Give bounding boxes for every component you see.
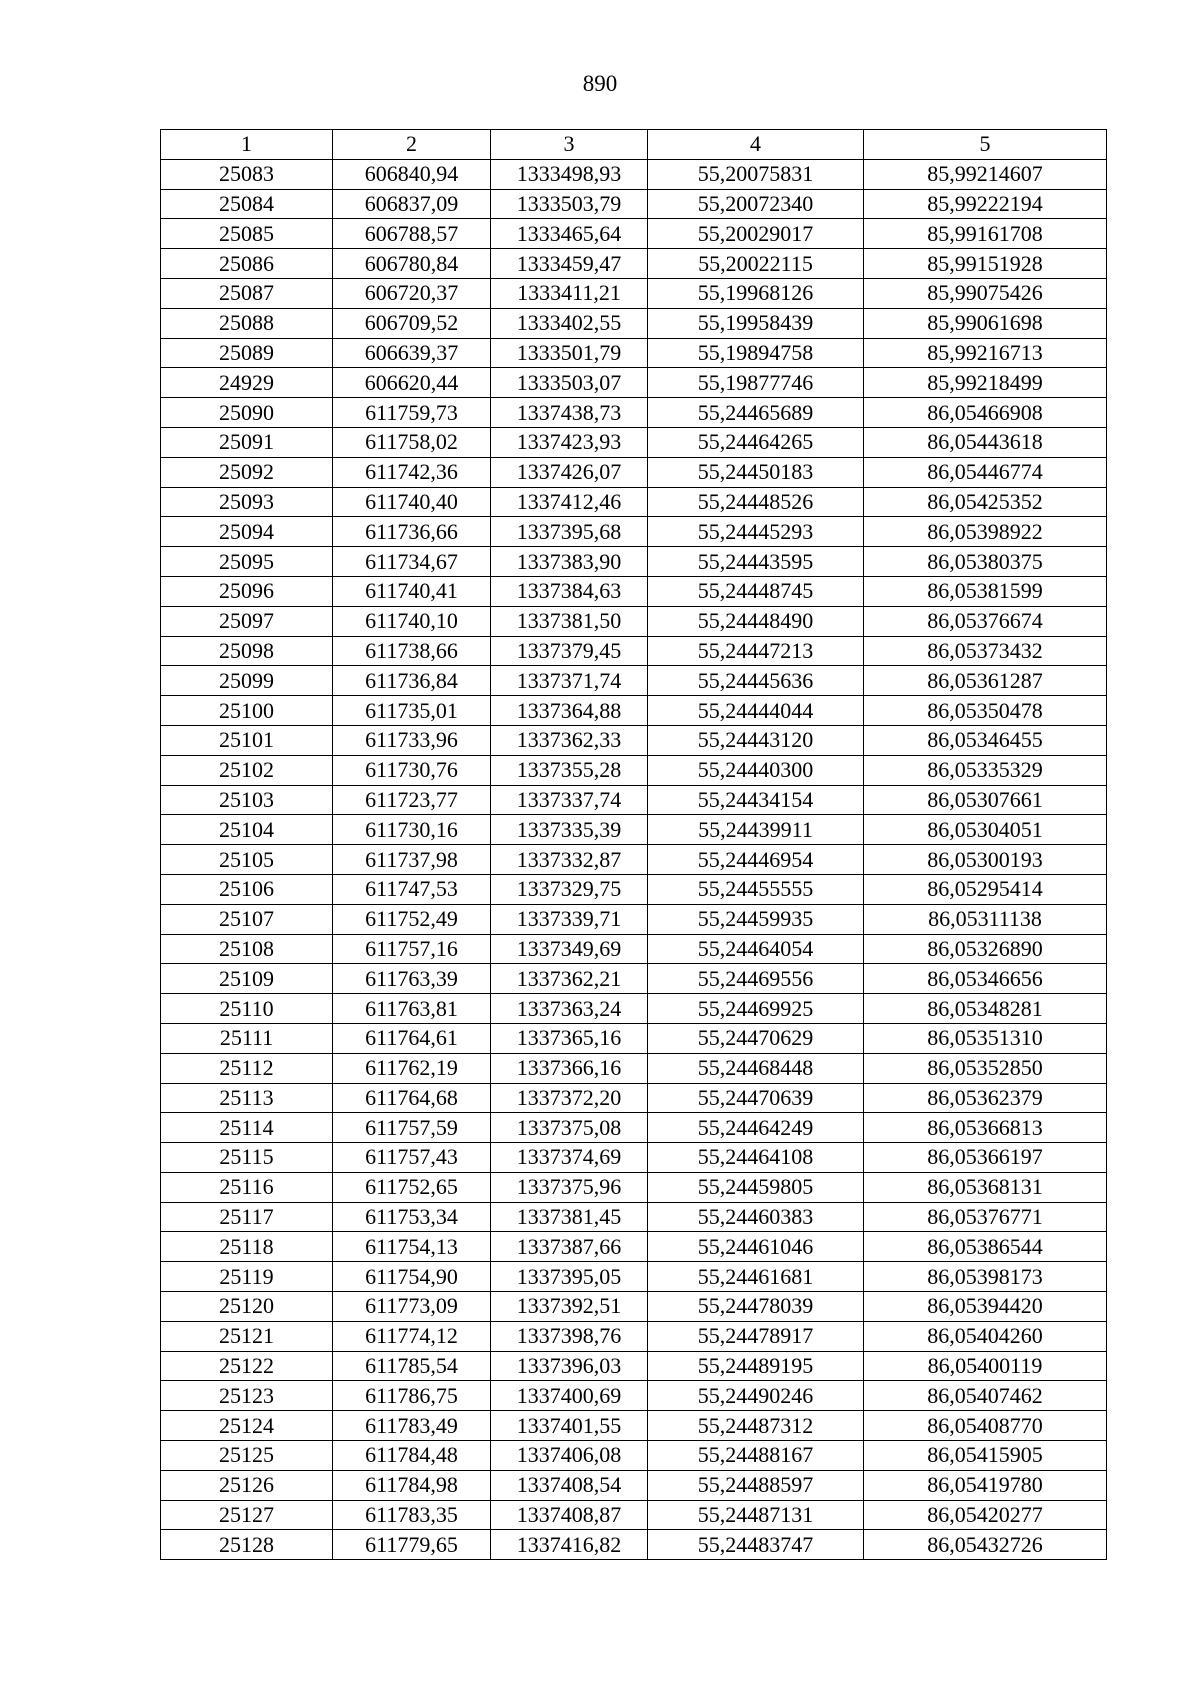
latitude-cell: 55,19968126 <box>648 278 864 308</box>
longitude-cell: 85,99216713 <box>864 338 1107 368</box>
longitude-cell: 86,05348281 <box>864 994 1107 1024</box>
point-number-cell: 25093 <box>161 487 333 517</box>
point-number-cell: 25104 <box>161 815 333 845</box>
y-coordinate-cell: 1337381,45 <box>491 1202 648 1232</box>
latitude-cell: 55,24489195 <box>648 1351 864 1381</box>
table-row <box>161 159 1107 189</box>
x-coordinate-cell: 611762,19 <box>333 1053 491 1083</box>
y-coordinate-cell: 1337383,90 <box>491 547 648 577</box>
point-number-cell: 25084 <box>161 189 333 219</box>
y-coordinate-cell: 1337387,66 <box>491 1232 648 1262</box>
point-number-cell: 25116 <box>161 1172 333 1202</box>
y-coordinate-cell: 1337416,82 <box>491 1530 648 1560</box>
latitude-cell: 55,24448526 <box>648 487 864 517</box>
x-coordinate-cell: 611734,67 <box>333 547 491 577</box>
point-number-cell: 25087 <box>161 278 333 308</box>
x-coordinate-cell: 611779,65 <box>333 1530 491 1560</box>
point-number-cell: 25128 <box>161 1530 333 1560</box>
y-coordinate-cell: 1337395,05 <box>491 1262 648 1292</box>
y-coordinate-cell: 1337329,75 <box>491 874 648 904</box>
point-number-cell: 25125 <box>161 1441 333 1471</box>
point-number-cell: 25126 <box>161 1470 333 1500</box>
longitude-cell: 86,05380375 <box>864 547 1107 577</box>
table-row <box>161 1500 1107 1530</box>
y-coordinate-cell: 1337412,46 <box>491 487 648 517</box>
table-row <box>161 1411 1107 1441</box>
longitude-cell: 86,05307661 <box>864 785 1107 815</box>
x-coordinate-cell: 606788,57 <box>333 219 491 249</box>
y-coordinate-cell: 1337374,69 <box>491 1143 648 1173</box>
longitude-cell: 86,05311138 <box>864 904 1107 934</box>
x-coordinate-cell: 611757,43 <box>333 1143 491 1173</box>
x-coordinate-cell: 611784,98 <box>333 1470 491 1500</box>
point-number-cell: 25097 <box>161 606 333 636</box>
latitude-cell: 55,19958439 <box>648 308 864 338</box>
point-number-cell: 25085 <box>161 219 333 249</box>
point-number-cell: 25118 <box>161 1232 333 1262</box>
latitude-cell: 55,24490246 <box>648 1381 864 1411</box>
longitude-cell: 86,05398922 <box>864 517 1107 547</box>
longitude-cell: 86,05366197 <box>864 1143 1107 1173</box>
longitude-cell: 86,05466908 <box>864 398 1107 428</box>
header-cell-1: 1 <box>161 130 333 160</box>
y-coordinate-cell: 1337408,87 <box>491 1500 648 1530</box>
longitude-cell: 86,05300193 <box>864 845 1107 875</box>
x-coordinate-cell: 611784,48 <box>333 1441 491 1471</box>
table-row <box>161 1143 1107 1173</box>
y-coordinate-cell: 1337332,87 <box>491 845 648 875</box>
table-row <box>161 338 1107 368</box>
point-number-cell: 25083 <box>161 159 333 189</box>
x-coordinate-cell: 611740,41 <box>333 576 491 606</box>
y-coordinate-cell: 1337375,96 <box>491 1172 648 1202</box>
latitude-cell: 55,20072340 <box>648 189 864 219</box>
longitude-cell: 86,05404260 <box>864 1321 1107 1351</box>
longitude-cell: 86,05425352 <box>864 487 1107 517</box>
table-row <box>161 1202 1107 1232</box>
table-row <box>161 368 1107 398</box>
table-row <box>161 219 1107 249</box>
latitude-cell: 55,19877746 <box>648 368 864 398</box>
point-number-cell: 25095 <box>161 547 333 577</box>
table-row <box>161 606 1107 636</box>
y-coordinate-cell: 1337438,73 <box>491 398 648 428</box>
point-number-cell: 25100 <box>161 696 333 726</box>
latitude-cell: 55,24447213 <box>648 636 864 666</box>
table-row <box>161 517 1107 547</box>
table-row <box>161 487 1107 517</box>
point-number-cell: 25099 <box>161 666 333 696</box>
header-cell-2: 2 <box>333 130 491 160</box>
point-number-cell: 25091 <box>161 427 333 457</box>
point-number-cell: 25115 <box>161 1143 333 1173</box>
x-coordinate-cell: 611764,61 <box>333 1023 491 1053</box>
longitude-cell: 86,05350478 <box>864 696 1107 726</box>
x-coordinate-cell: 611773,09 <box>333 1292 491 1322</box>
y-coordinate-cell: 1337392,51 <box>491 1292 648 1322</box>
latitude-cell: 55,24459805 <box>648 1172 864 1202</box>
table-row <box>161 189 1107 219</box>
latitude-cell: 55,24455555 <box>648 874 864 904</box>
point-number-cell: 25127 <box>161 1500 333 1530</box>
table-row <box>161 934 1107 964</box>
y-coordinate-cell: 1337396,03 <box>491 1351 648 1381</box>
table-row <box>161 576 1107 606</box>
latitude-cell: 55,24443120 <box>648 725 864 755</box>
longitude-cell: 86,05420277 <box>864 1500 1107 1530</box>
longitude-cell: 86,05386544 <box>864 1232 1107 1262</box>
point-number-cell: 25105 <box>161 845 333 875</box>
point-number-cell: 25117 <box>161 1202 333 1232</box>
latitude-cell: 55,24460383 <box>648 1202 864 1232</box>
point-number-cell: 25110 <box>161 994 333 1024</box>
x-coordinate-cell: 611786,75 <box>333 1381 491 1411</box>
longitude-cell: 86,05361287 <box>864 666 1107 696</box>
table-row <box>161 755 1107 785</box>
longitude-cell: 86,05408770 <box>864 1411 1107 1441</box>
longitude-cell: 86,05346656 <box>864 964 1107 994</box>
coordinates-table <box>160 129 1107 1560</box>
point-number-cell: 25103 <box>161 785 333 815</box>
table-row <box>161 845 1107 875</box>
longitude-cell: 86,05419780 <box>864 1470 1107 1500</box>
longitude-cell: 85,99061698 <box>864 308 1107 338</box>
x-coordinate-cell: 611736,66 <box>333 517 491 547</box>
latitude-cell: 55,24464108 <box>648 1143 864 1173</box>
table-row <box>161 398 1107 428</box>
table-row <box>161 1172 1107 1202</box>
y-coordinate-cell: 1337423,93 <box>491 427 648 457</box>
point-number-cell: 25112 <box>161 1053 333 1083</box>
header-cell-5: 5 <box>864 130 1107 160</box>
table-row <box>161 1381 1107 1411</box>
table-row <box>161 278 1107 308</box>
x-coordinate-cell: 611757,16 <box>333 934 491 964</box>
x-coordinate-cell: 611735,01 <box>333 696 491 726</box>
y-coordinate-cell: 1337365,16 <box>491 1023 648 1053</box>
longitude-cell: 86,05304051 <box>864 815 1107 845</box>
latitude-cell: 55,24446954 <box>648 845 864 875</box>
latitude-cell: 55,24470639 <box>648 1083 864 1113</box>
longitude-cell: 86,05381599 <box>864 576 1107 606</box>
x-coordinate-cell: 611783,35 <box>333 1500 491 1530</box>
latitude-cell: 55,24461681 <box>648 1262 864 1292</box>
point-number-cell: 25108 <box>161 934 333 964</box>
table-row <box>161 725 1107 755</box>
x-coordinate-cell: 611754,13 <box>333 1232 491 1262</box>
longitude-cell: 86,05394420 <box>864 1292 1107 1322</box>
y-coordinate-cell: 1337349,69 <box>491 934 648 964</box>
point-number-cell: 25096 <box>161 576 333 606</box>
longitude-cell: 86,05295414 <box>864 874 1107 904</box>
table-row <box>161 1321 1107 1351</box>
x-coordinate-cell: 611783,49 <box>333 1411 491 1441</box>
table-row <box>161 904 1107 934</box>
y-coordinate-cell: 1337371,74 <box>491 666 648 696</box>
latitude-cell: 55,24469556 <box>648 964 864 994</box>
latitude-cell: 55,24444044 <box>648 696 864 726</box>
point-number-cell: 25114 <box>161 1113 333 1143</box>
x-coordinate-cell: 606840,94 <box>333 159 491 189</box>
table-row <box>161 1113 1107 1143</box>
table-header <box>161 130 1107 160</box>
table-row <box>161 696 1107 726</box>
longitude-cell: 86,05373432 <box>864 636 1107 666</box>
table-row <box>161 785 1107 815</box>
y-coordinate-cell: 1333402,55 <box>491 308 648 338</box>
latitude-cell: 55,24483747 <box>648 1530 864 1560</box>
point-number-cell: 25089 <box>161 338 333 368</box>
y-coordinate-cell: 1337384,63 <box>491 576 648 606</box>
latitude-cell: 55,24478039 <box>648 1292 864 1322</box>
point-number-cell: 25120 <box>161 1292 333 1322</box>
latitude-cell: 55,24440300 <box>648 755 864 785</box>
longitude-cell: 85,99151928 <box>864 249 1107 279</box>
point-number-cell: 25113 <box>161 1083 333 1113</box>
latitude-cell: 55,24465689 <box>648 398 864 428</box>
point-number-cell: 25098 <box>161 636 333 666</box>
table-row <box>161 1053 1107 1083</box>
x-coordinate-cell: 606780,84 <box>333 249 491 279</box>
point-number-cell: 25094 <box>161 517 333 547</box>
x-coordinate-cell: 611753,34 <box>333 1202 491 1232</box>
point-number-cell: 25121 <box>161 1321 333 1351</box>
longitude-cell: 86,05432726 <box>864 1530 1107 1560</box>
point-number-cell: 25107 <box>161 904 333 934</box>
y-coordinate-cell: 1337400,69 <box>491 1381 648 1411</box>
point-number-cell: 25109 <box>161 964 333 994</box>
latitude-cell: 55,24461046 <box>648 1232 864 1262</box>
x-coordinate-cell: 611742,36 <box>333 457 491 487</box>
point-number-cell: 25122 <box>161 1351 333 1381</box>
latitude-cell: 55,24470629 <box>648 1023 864 1053</box>
longitude-cell: 86,05398173 <box>864 1262 1107 1292</box>
latitude-cell: 55,20029017 <box>648 219 864 249</box>
table-row <box>161 666 1107 696</box>
y-coordinate-cell: 1337381,50 <box>491 606 648 636</box>
point-number-cell: 25086 <box>161 249 333 279</box>
point-number-cell: 25123 <box>161 1381 333 1411</box>
y-coordinate-cell: 1333503,07 <box>491 368 648 398</box>
point-number-cell: 25119 <box>161 1262 333 1292</box>
table-row <box>161 1351 1107 1381</box>
longitude-cell: 85,99222194 <box>864 189 1107 219</box>
x-coordinate-cell: 606709,52 <box>333 308 491 338</box>
x-coordinate-cell: 611754,90 <box>333 1262 491 1292</box>
longitude-cell: 85,99214607 <box>864 159 1107 189</box>
latitude-cell: 55,24469925 <box>648 994 864 1024</box>
table-row <box>161 547 1107 577</box>
table-row <box>161 1470 1107 1500</box>
y-coordinate-cell: 1337426,07 <box>491 457 648 487</box>
y-coordinate-cell: 1337364,88 <box>491 696 648 726</box>
header-cell-4: 4 <box>648 130 864 160</box>
x-coordinate-cell: 611757,59 <box>333 1113 491 1143</box>
point-number-cell: 25102 <box>161 755 333 785</box>
point-number-cell: 25088 <box>161 308 333 338</box>
x-coordinate-cell: 611764,68 <box>333 1083 491 1113</box>
longitude-cell: 86,05415905 <box>864 1441 1107 1471</box>
y-coordinate-cell: 1333459,47 <box>491 249 648 279</box>
y-coordinate-cell: 1337335,39 <box>491 815 648 845</box>
y-coordinate-cell: 1337366,16 <box>491 1053 648 1083</box>
page-number: 890 <box>582 71 618 96</box>
x-coordinate-cell: 611747,53 <box>333 874 491 904</box>
y-coordinate-cell: 1337398,76 <box>491 1321 648 1351</box>
table-row <box>161 457 1107 487</box>
latitude-cell: 55,24464265 <box>648 427 864 457</box>
latitude-cell: 55,24443595 <box>648 547 864 577</box>
x-coordinate-cell: 606837,09 <box>333 189 491 219</box>
x-coordinate-cell: 611736,84 <box>333 666 491 696</box>
table-row <box>161 427 1107 457</box>
x-coordinate-cell: 611723,77 <box>333 785 491 815</box>
x-coordinate-cell: 611758,02 <box>333 427 491 457</box>
longitude-cell: 85,99218499 <box>864 368 1107 398</box>
x-coordinate-cell: 611752,65 <box>333 1172 491 1202</box>
x-coordinate-cell: 611763,81 <box>333 994 491 1024</box>
header-cell-3: 3 <box>491 130 648 160</box>
latitude-cell: 55,24459935 <box>648 904 864 934</box>
latitude-cell: 55,24478917 <box>648 1321 864 1351</box>
longitude-cell: 85,99075426 <box>864 278 1107 308</box>
latitude-cell: 55,24488167 <box>648 1441 864 1471</box>
longitude-cell: 86,05346455 <box>864 725 1107 755</box>
x-coordinate-cell: 611738,66 <box>333 636 491 666</box>
y-coordinate-cell: 1333503,79 <box>491 189 648 219</box>
latitude-cell: 55,24445636 <box>648 666 864 696</box>
y-coordinate-cell: 1337355,28 <box>491 755 648 785</box>
x-coordinate-cell: 606620,44 <box>333 368 491 398</box>
point-number-cell: 25092 <box>161 457 333 487</box>
longitude-cell: 86,05368131 <box>864 1172 1107 1202</box>
longitude-cell: 86,05366813 <box>864 1113 1107 1143</box>
table-row <box>161 1530 1107 1560</box>
table-row <box>161 994 1107 1024</box>
y-coordinate-cell: 1333465,64 <box>491 219 648 249</box>
y-coordinate-cell: 1337379,45 <box>491 636 648 666</box>
table-row <box>161 249 1107 279</box>
x-coordinate-cell: 611763,39 <box>333 964 491 994</box>
table-row <box>161 874 1107 904</box>
point-number-cell: 24929 <box>161 368 333 398</box>
y-coordinate-cell: 1337406,08 <box>491 1441 648 1471</box>
x-coordinate-cell: 606720,37 <box>333 278 491 308</box>
table-row <box>161 1023 1107 1053</box>
table-row <box>161 815 1107 845</box>
y-coordinate-cell: 1333498,93 <box>491 159 648 189</box>
latitude-cell: 55,24468448 <box>648 1053 864 1083</box>
longitude-cell: 86,05335329 <box>864 755 1107 785</box>
longitude-cell: 86,05446774 <box>864 457 1107 487</box>
latitude-cell: 55,24487312 <box>648 1411 864 1441</box>
latitude-cell: 55,24464249 <box>648 1113 864 1143</box>
y-coordinate-cell: 1337372,20 <box>491 1083 648 1113</box>
y-coordinate-cell: 1337375,08 <box>491 1113 648 1143</box>
table-row <box>161 964 1107 994</box>
longitude-cell: 86,05443618 <box>864 427 1107 457</box>
x-coordinate-cell: 606639,37 <box>333 338 491 368</box>
latitude-cell: 55,20075831 <box>648 159 864 189</box>
y-coordinate-cell: 1337363,24 <box>491 994 648 1024</box>
point-number-cell: 25090 <box>161 398 333 428</box>
x-coordinate-cell: 611774,12 <box>333 1321 491 1351</box>
latitude-cell: 55,24488597 <box>648 1470 864 1500</box>
y-coordinate-cell: 1337362,33 <box>491 725 648 755</box>
table-row <box>161 308 1107 338</box>
latitude-cell: 55,20022115 <box>648 249 864 279</box>
y-coordinate-cell: 1337337,74 <box>491 785 648 815</box>
x-coordinate-cell: 611733,96 <box>333 725 491 755</box>
table-row <box>161 1262 1107 1292</box>
x-coordinate-cell: 611740,40 <box>333 487 491 517</box>
longitude-cell: 86,05352850 <box>864 1053 1107 1083</box>
y-coordinate-cell: 1333501,79 <box>491 338 648 368</box>
x-coordinate-cell: 611740,10 <box>333 606 491 636</box>
latitude-cell: 55,19894758 <box>648 338 864 368</box>
point-number-cell: 25111 <box>161 1023 333 1053</box>
table-row <box>161 1083 1107 1113</box>
table-row <box>161 636 1107 666</box>
longitude-cell: 86,05400119 <box>864 1351 1107 1381</box>
latitude-cell: 55,24434154 <box>648 785 864 815</box>
y-coordinate-cell: 1337362,21 <box>491 964 648 994</box>
x-coordinate-cell: 611759,73 <box>333 398 491 428</box>
table-row <box>161 1292 1107 1322</box>
longitude-cell: 86,05326890 <box>864 934 1107 964</box>
longitude-cell: 85,99161708 <box>864 219 1107 249</box>
y-coordinate-cell: 1337401,55 <box>491 1411 648 1441</box>
x-coordinate-cell: 611730,76 <box>333 755 491 785</box>
point-number-cell: 25101 <box>161 725 333 755</box>
longitude-cell: 86,05376771 <box>864 1202 1107 1232</box>
x-coordinate-cell: 611785,54 <box>333 1351 491 1381</box>
longitude-cell: 86,05362379 <box>864 1083 1107 1113</box>
table-row <box>161 1441 1107 1471</box>
latitude-cell: 55,24448745 <box>648 576 864 606</box>
y-coordinate-cell: 1337395,68 <box>491 517 648 547</box>
table-row <box>161 1232 1107 1262</box>
table-body <box>161 159 1107 1559</box>
longitude-cell: 86,05351310 <box>864 1023 1107 1053</box>
y-coordinate-cell: 1337339,71 <box>491 904 648 934</box>
latitude-cell: 55,24487131 <box>648 1500 864 1530</box>
y-coordinate-cell: 1337408,54 <box>491 1470 648 1500</box>
longitude-cell: 86,05407462 <box>864 1381 1107 1411</box>
x-coordinate-cell: 611752,49 <box>333 904 491 934</box>
latitude-cell: 55,24439911 <box>648 815 864 845</box>
latitude-cell: 55,24445293 <box>648 517 864 547</box>
x-coordinate-cell: 611737,98 <box>333 845 491 875</box>
point-number-cell: 25124 <box>161 1411 333 1441</box>
table-header-row <box>161 130 1107 160</box>
y-coordinate-cell: 1333411,21 <box>491 278 648 308</box>
point-number-cell: 25106 <box>161 874 333 904</box>
latitude-cell: 55,24450183 <box>648 457 864 487</box>
latitude-cell: 55,24448490 <box>648 606 864 636</box>
longitude-cell: 86,05376674 <box>864 606 1107 636</box>
x-coordinate-cell: 611730,16 <box>333 815 491 845</box>
latitude-cell: 55,24464054 <box>648 934 864 964</box>
